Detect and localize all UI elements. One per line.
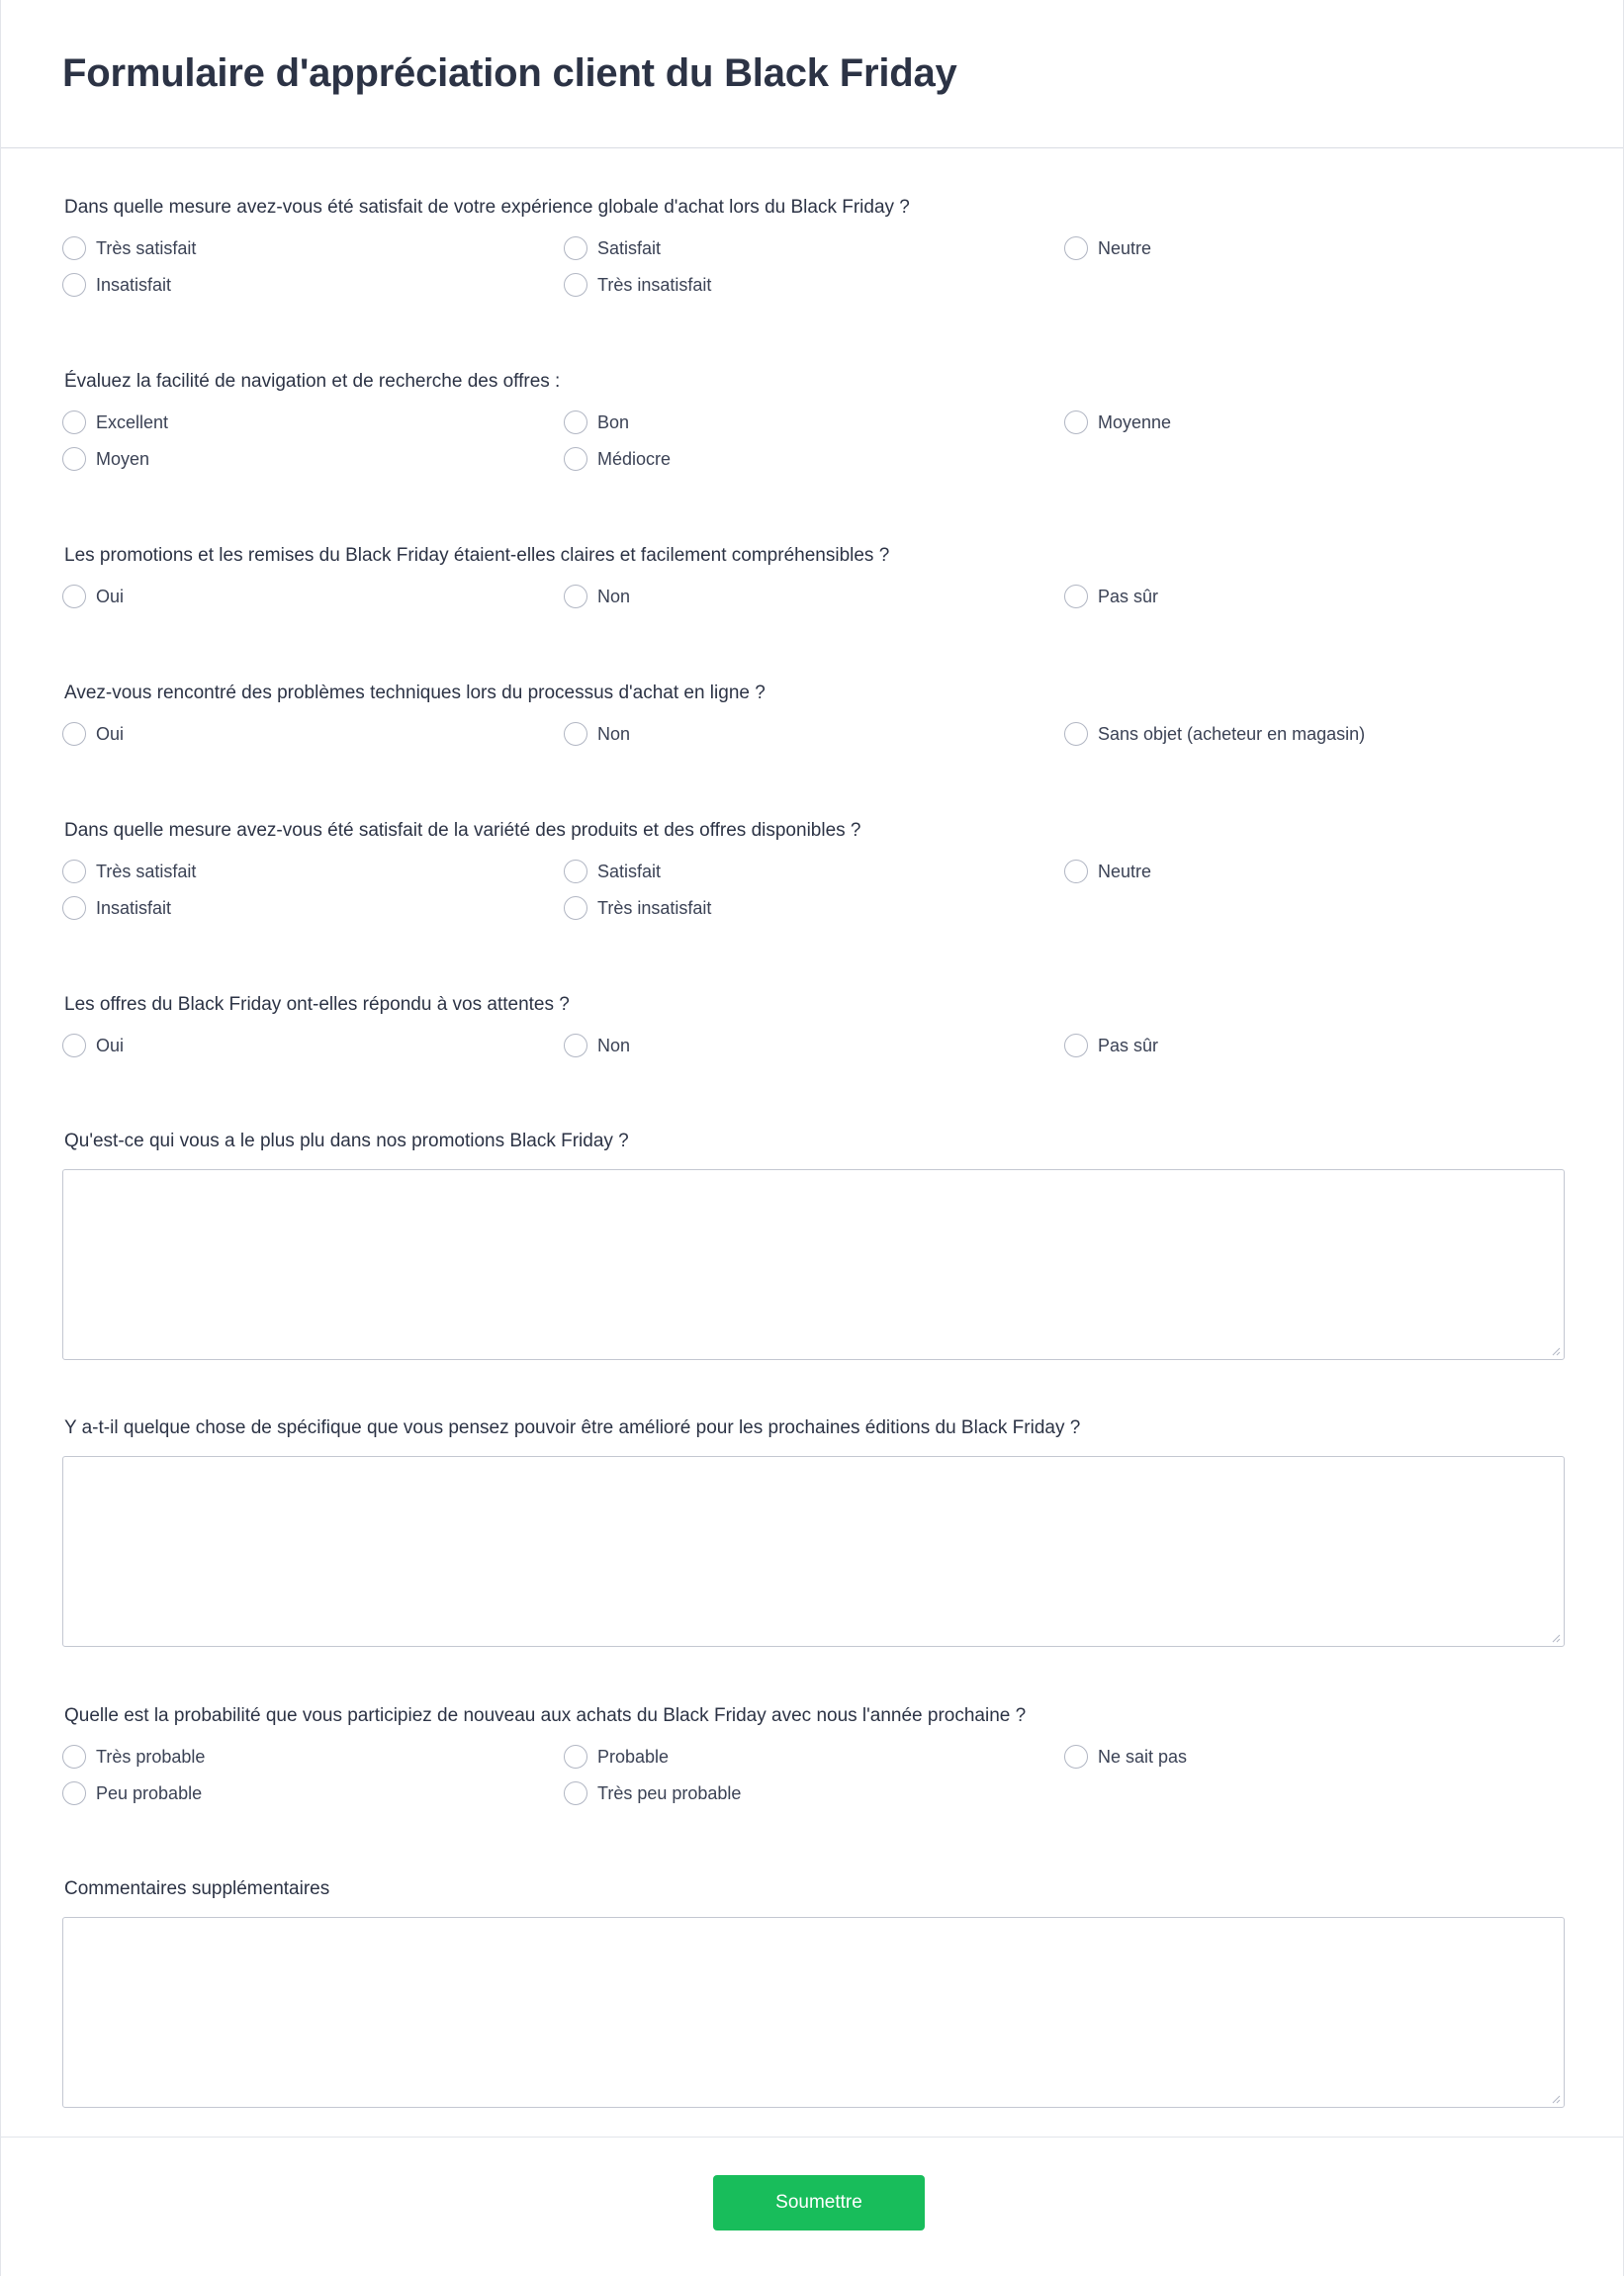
radio-circle-icon[interactable] [564,236,587,260]
radio-option[interactable] [564,895,711,921]
question-technical-issues [62,682,1565,744]
radio-option-label: Médiocre [597,448,672,469]
radio-option-label: Insatisfait [96,274,172,295]
radio-option-label: Moyen [96,448,150,469]
radio-option[interactable] [564,1780,741,1806]
question-label: Qu'est-ce qui vous a le plus plu dans nos promotions Black Friday ? [64,1131,629,1151]
radio-option[interactable] [564,446,671,472]
radio-option[interactable] [62,1780,202,1806]
question-label: Dans quelle mesure avez-vous été satisfait de la variété des produits et des offres disponibles ? [64,820,861,841]
radio-option[interactable] [564,1033,630,1058]
radio-option[interactable] [564,584,630,609]
radio-option[interactable] [62,235,196,261]
radio-option[interactable] [62,1033,124,1058]
radio-option[interactable] [1064,584,1158,609]
form-footer [1,2137,1623,2276]
resize-handle-icon[interactable] [1551,1346,1561,1356]
radio-circle-icon[interactable] [564,273,587,297]
radio-option[interactable] [564,859,661,884]
radio-option-label: Satisfait [597,237,662,258]
radio-option[interactable] [62,1744,205,1770]
radio-option-label: Très insatisfait [597,897,712,918]
question-liked-most [62,1130,1565,1360]
radio-circle-icon[interactable] [62,722,86,746]
radio-option[interactable] [62,895,171,921]
radio-option-label: Très peu probable [597,1782,742,1803]
radio-circle-icon[interactable] [564,896,587,920]
radio-option-label: Peu probable [96,1782,203,1803]
radio-option[interactable] [1064,859,1151,884]
form-title: Formulaire d'appréciation client du Black Friday [62,51,957,95]
question-promotions-clarity [62,544,1565,606]
radio-circle-icon[interactable] [62,896,86,920]
radio-circle-icon[interactable] [564,1034,587,1057]
question-label: Y a-t-il quelque chose de spécifique que vous pensez pouvoir être amélioré pour les prochaines éditions du Black Friday ? [64,1417,1081,1438]
question-additional-comments [62,1877,1565,2108]
radio-option-label: Ne sait pas [1098,1746,1188,1767]
radio-option-label: Très insatisfait [597,274,712,295]
form-header [1,0,1623,148]
radio-option-label: Très satisfait [96,237,197,258]
radio-circle-icon[interactable] [62,236,86,260]
radio-circle-icon[interactable] [62,273,86,297]
radio-circle-icon[interactable] [1064,722,1088,746]
radio-circle-icon[interactable] [62,1781,86,1805]
radio-option[interactable] [62,446,149,472]
radio-option-label: Satisfait [597,861,662,881]
radio-circle-icon[interactable] [62,1034,86,1057]
radio-option-label: Neutre [1098,861,1152,881]
radio-option[interactable] [564,721,630,747]
radio-option[interactable] [62,272,171,298]
question-navigation-ease [62,370,1565,469]
resize-handle-icon[interactable] [1551,1633,1561,1643]
radio-option[interactable] [1064,1744,1187,1770]
radio-circle-icon[interactable] [564,1781,587,1805]
radio-option[interactable] [1064,1033,1158,1058]
radio-option-label: Sans objet (acheteur en magasin) [1098,723,1366,744]
radio-circle-icon[interactable] [564,722,587,746]
radio-option-label: Pas sûr [1098,586,1159,606]
radio-option-label: Insatisfait [96,897,172,918]
radio-circle-icon[interactable] [1064,236,1088,260]
radio-option[interactable] [62,721,124,747]
radio-circle-icon[interactable] [62,410,86,434]
question-label: Les offres du Black Friday ont-elles répondu à vos attentes ? [64,994,570,1015]
radio-circle-icon[interactable] [62,1745,86,1769]
radio-circle-icon[interactable] [1064,860,1088,883]
question-product-variety [62,819,1565,918]
question-expectations [62,993,1565,1055]
radio-circle-icon[interactable] [62,447,86,471]
radio-circle-icon[interactable] [564,585,587,608]
radio-option-label: Très satisfait [96,861,197,881]
radio-circle-icon[interactable] [564,410,587,434]
radio-option[interactable] [564,272,711,298]
radio-option[interactable] [564,1744,669,1770]
radio-option-label: Bon [597,411,630,432]
radio-option[interactable] [1064,410,1171,435]
radio-option-label: Excellent [96,411,169,432]
radio-option[interactable] [62,859,196,884]
radio-option-label: Pas sûr [1098,1035,1159,1055]
radio-option[interactable] [564,235,661,261]
liked-most-textarea[interactable] [62,1169,1565,1360]
radio-option-label: Non [597,1035,631,1055]
question-overall-satisfaction [62,196,1565,295]
radio-option-label: Oui [96,1035,125,1055]
radio-circle-icon[interactable] [1064,585,1088,608]
radio-circle-icon[interactable] [564,1745,587,1769]
radio-option-label: Moyenne [1098,411,1172,432]
question-participation-likelihood [62,1704,1565,1803]
radio-circle-icon[interactable] [1064,410,1088,434]
radio-circle-icon[interactable] [564,447,587,471]
radio-option[interactable] [62,410,168,435]
question-improvements [62,1416,1565,1647]
radio-circle-icon[interactable] [62,860,86,883]
radio-option-label: Neutre [1098,237,1152,258]
radio-option[interactable] [1064,235,1151,261]
question-label: Commentaires supplémentaires [64,1878,330,1899]
submit-button[interactable]: Soumettre [713,2175,925,2230]
radio-circle-icon[interactable] [1064,1034,1088,1057]
radio-option-label: Oui [96,723,125,744]
question-label: Quelle est la probabilité que vous participiez de nouveau aux achats du Black Friday avec nous l'année prochaine ? [64,1705,1027,1726]
comments-textarea[interactable] [62,1917,1565,2108]
radio-option[interactable] [564,410,629,435]
question-label: Avez-vous rencontré des problèmes techniques lors du processus d'achat en ligne ? [64,683,766,703]
radio-option-label: Très probable [96,1746,206,1767]
question-label: Les promotions et les remises du Black Friday étaient-elles claires et facilement compréhensibles ? [64,545,890,566]
improvements-textarea[interactable] [62,1456,1565,1647]
question-label: Évaluez la facilité de navigation et de recherche des offres : [64,371,561,392]
radio-option-label: Non [597,586,631,606]
radio-option-label: Probable [597,1746,670,1767]
radio-option-label: Oui [96,586,125,606]
question-label: Dans quelle mesure avez-vous été satisfait de votre expérience globale d'achat lors du Black Friday ? [64,197,910,218]
resize-handle-icon[interactable] [1551,2094,1561,2104]
radio-option[interactable] [62,584,124,609]
radio-circle-icon[interactable] [1064,1745,1088,1769]
radio-option-label: Non [597,723,631,744]
radio-option[interactable] [1064,721,1365,747]
radio-circle-icon[interactable] [564,860,587,883]
radio-circle-icon[interactable] [62,585,86,608]
